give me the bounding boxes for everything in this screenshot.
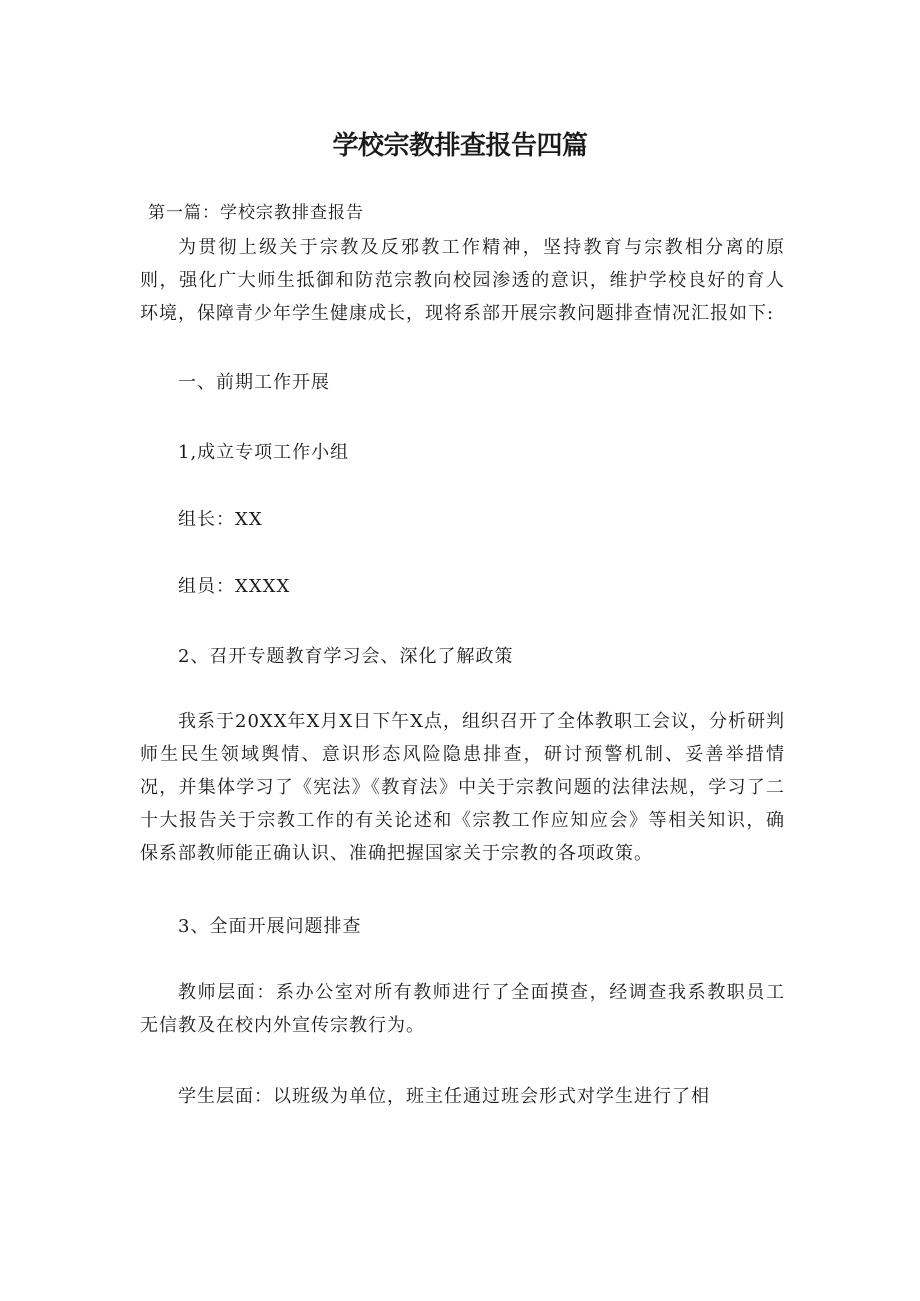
meeting-paragraph: 我系于20XX年X月X日下午X点，组织召开了全体教职工会议，分析研判师生民生领域舆情、意识形态风险隐患排查，研讨预警机制、妥善举措情况，并集体学习了《宪法》《教育法》中关于宗教问题的法律法规，学习了二十大报告关于宗教工作的有关论述和《宗教工作应知应会》等相关知识，确保系部教师能正确认识、准确把握国家关于宗教的各项政策。 <box>140 711 785 864</box>
teacher-paragraph: 教师层面：系办公室对所有教师进行了全面摸查，经调查我系教职员工无信教及在校内外宣传宗教行为。 <box>140 982 785 1036</box>
heading-working-group: 1,成立专项工作小组 <box>178 442 350 463</box>
section-label: 第一篇：学校宗教排查报告 <box>148 203 364 223</box>
document-title: 学校宗教排查报告四篇 <box>332 131 588 161</box>
intro-paragraph: 为贯彻上级关于宗教及反邪教工作精神，坚持教育与宗教相分离的原则，强化广大师生抵御和防范宗教向校园渗透的意识，维护学校良好的育人环境，保障青少年学生健康成长，现将系部开展宗教问题排查情况汇报如下: <box>140 237 785 324</box>
heading-study-meeting: 2、召开专题教育学习会、深化了解政策 <box>178 646 514 667</box>
leader-line: 组长：XX <box>178 509 263 530</box>
members-line: 组员：XXXX <box>178 576 291 597</box>
heading-preliminary-work: 一、前期工作开展 <box>178 372 330 393</box>
student-paragraph: 学生层面：以班级为单位，班主任通过班会形式对学生进行了相 <box>178 1086 710 1107</box>
heading-investigation: 3、全面开展问题排查 <box>178 916 362 937</box>
